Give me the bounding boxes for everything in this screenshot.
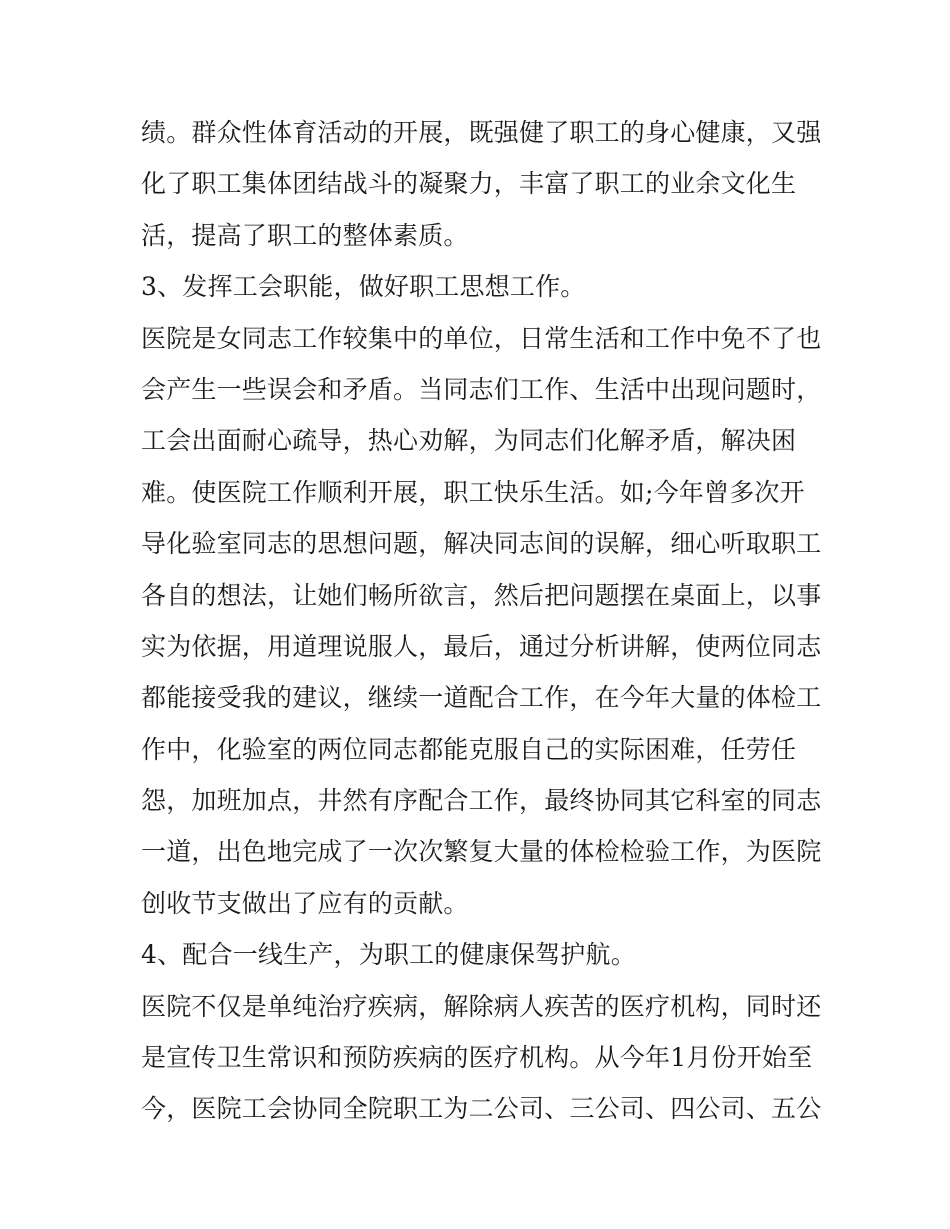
body-text <box>141 107 821 1135</box>
text-line: 是宣传卫生常识和预防疾病的医疗机构。从今年1月份开始至 <box>141 1043 813 1073</box>
text-line: 一道，出色地完成了一次次繁复大量的体检检验工作，为医院 <box>141 837 822 867</box>
text-line: 医院不仅是单纯治疗疾病，解除病人疾苦的医疗机构，同时还 <box>141 991 822 1021</box>
text-line: 实为依据，用道理说服人，最后，通过分析讲解，使两位同志 <box>141 631 822 661</box>
text-line: 难。使医院工作顺利开展，职工快乐生活。如;今年曾多次开 <box>141 477 805 507</box>
text-line: 都能接受我的建议，继续一道配合工作，在今年大量的体检工 <box>141 683 822 713</box>
text-line: 创收节支做出了应有的贡献。 <box>141 888 469 918</box>
text-line: 导化验室同志的思想问题，解决同志间的误解，细心听取职工 <box>141 529 822 559</box>
text-line: 化了职工集体团结战斗的凝聚力，丰富了职工的业余文化生 <box>141 169 797 199</box>
text-line: 活，提高了职工的整体素质。 <box>141 220 469 250</box>
text-line: 工会出面耐心疏导，热心劝解，为同志们化解矛盾，解决困 <box>141 426 797 456</box>
text-line: 各自的想法，让她们畅所欲言，然后把问题摆在桌面上，以事 <box>141 580 822 610</box>
section-heading: 4、配合一线生产，为职工的健康保驾护航。 <box>141 940 636 970</box>
text-line: 会产生一些误会和矛盾。当同志们工作、生活中出现问题时， <box>141 374 822 404</box>
section-heading: 3、发挥工会职能，做好职工思想工作。 <box>141 272 586 302</box>
text-line: 怨，加班加点，井然有序配合工作，最终协同其它科室的同志 <box>141 786 822 816</box>
text-line: 今，医院工会协同全院职工为二公司、三公司、四公司、五公 <box>141 1094 822 1124</box>
text-line: 绩。群众性体育活动的开展，既强健了职工的身心健康，又强 <box>141 118 822 147</box>
text-line: 作中，化验室的两位同志都能克服自己的实际困难，任劳任 <box>141 734 797 764</box>
text-line: 医院是女同志工作较集中的单位，日常生活和工作中免不了也 <box>141 323 822 353</box>
